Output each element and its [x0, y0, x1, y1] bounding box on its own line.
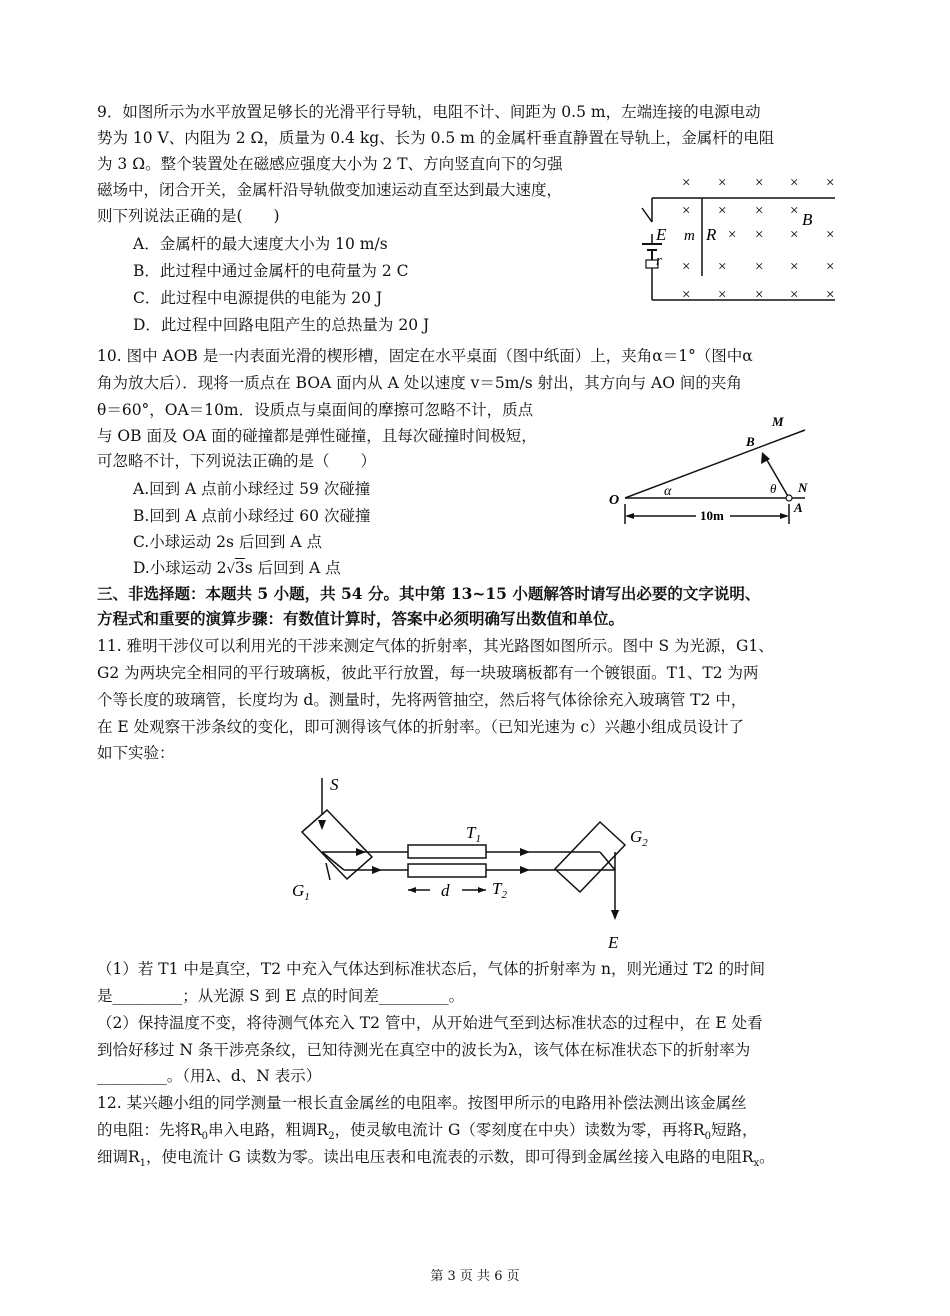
- q10-fig-n-label: N: [798, 480, 808, 495]
- q9-fig-b-label: B: [802, 210, 813, 229]
- q11-fig-g1-label: $G_1$: [292, 881, 310, 903]
- q9-fig-r-label: R: [706, 225, 717, 244]
- q10-fig-o-label: O: [609, 493, 620, 508]
- q11-interferometer-figure: [270, 770, 680, 960]
- field-crosses: [682, 175, 834, 303]
- section-3-heading-line-1: 三、非选择题：本题共 5 小题，共 54 分。其中第 13~15 小题解答时请写出必要的文字说明、: [97, 584, 761, 603]
- field-cross: ×: [755, 175, 764, 191]
- q10-line-2: 角为放大后）．现将一质点在 BOA 面内从 A 处以速度 v＝5m/s 射出，其方向与 AO 间的夹角: [97, 374, 742, 392]
- q10-fig-m-label: M: [772, 414, 784, 429]
- q11-line-5: 如下实验：: [97, 744, 175, 762]
- field-cross: ×: [682, 203, 691, 219]
- q9-line-3: 为 3 Ω。整个装置处在磁感应强度大小为 2 T、方向竖直向下的匀强: [97, 155, 563, 173]
- q10-fig-alpha-label: α: [664, 484, 672, 499]
- q11-fig-t1-label: $T_1$: [466, 823, 481, 845]
- field-cross: ×: [718, 259, 727, 275]
- q9-line-5: 则下列说法正确的是( ): [97, 207, 280, 225]
- field-cross: ×: [682, 175, 691, 191]
- q10-line-3: θ＝60°，OA＝10m．设质点与桌面间的摩擦可忽略不计，质点: [97, 401, 534, 419]
- field-cross: ×: [826, 227, 835, 243]
- field-cross: ×: [682, 287, 691, 303]
- field-cross: ×: [718, 203, 727, 219]
- field-cross: ×: [826, 175, 835, 191]
- q11-fig-g2-label: $G_2$: [630, 827, 648, 849]
- q9-line-2: 势为 10 V、内阻为 2 Ω，质量为 0.4 kg、长为 0.5 m 的金属杆垂直静置在导轨上，金属杆的电阻: [97, 129, 775, 147]
- q9-line-4: 磁场中，闭合开关，金属杆沿导轨做变加速运动直至达到最大速度，: [97, 181, 563, 199]
- q10-option-a: A.回到 A 点前小球经过 59 次碰撞: [133, 480, 371, 498]
- q10-line-5: 可忽略不计，下列说法正确的是（ ）: [97, 452, 377, 470]
- q10-fig-b-label: B: [746, 434, 755, 449]
- q12-line-2: 的电阻：先将$R_0$串入电路，粗调$R_2$，使灵敏电流计 G（零刻度在中央）读数为零，再将$R_0$短路，: [97, 1121, 758, 1143]
- field-cross: ×: [728, 227, 737, 243]
- field-cross: ×: [718, 175, 727, 191]
- q9-fig-m-label: m: [684, 228, 695, 244]
- q10-line-1: 10. 图中 AOB 是一内表面光滑的楔形槽，固定在水平桌面（图中纸面）上，夹角α＝1°（图中α: [97, 347, 753, 365]
- q10-fig-length-label: 10m: [700, 508, 724, 523]
- field-cross: ×: [826, 259, 835, 275]
- q10-option-d: D.小球运动 2√3s 后回到 A 点: [133, 559, 341, 577]
- q12-line-3: 细调$R_1$，使电流计 G 读数为零。读出电压表和电流表的示数，即可得到金属丝接入电路的电阻$R_x$。: [97, 1148, 775, 1170]
- q9-fig-small-r-label: r: [656, 253, 662, 269]
- q11-fig-s-label: S: [330, 775, 339, 794]
- q11-line-1: 11. 雅明干涉仪可以利用光的干涉来测定气体的折射率，其光路图如图所示。图中 S 为光源，G1、: [97, 637, 774, 655]
- field-cross: ×: [682, 259, 691, 275]
- field-cross: ×: [718, 287, 727, 303]
- q11-part-2-line-1: （2）保持温度不变，将待测气体充入 T2 管中，从开始进气至到达标准状态的过程中，在 E 处看: [97, 1014, 763, 1032]
- section-3-heading-line-2: 方程式和重要的演算步骤：有数值计算时，答案中必须明确写出数值和单位。: [97, 609, 625, 628]
- q9-fig-e-label: E: [656, 225, 667, 244]
- q9-option-b: B．此过程中通过金属杆的电荷量为 2 C: [133, 262, 409, 280]
- q11-fig-d-label: d: [441, 881, 450, 900]
- q9-option-d: D．此过程中回路电阻产生的总热量为 20 J: [133, 316, 430, 334]
- q11-line-2: G2 为两块完全相同的平行玻璃板，彼此平行放置，每一块玻璃板都有一个镀银面。T1、T2 为两: [97, 664, 759, 682]
- q11-fig-t2-label: $T_2$: [492, 879, 507, 901]
- q11-part-2-line-3: _________。（用λ、d、N 表示）: [97, 1067, 322, 1085]
- q10-fig-theta-label: θ: [770, 481, 777, 496]
- field-cross: ×: [790, 227, 799, 243]
- q10-option-c: C.小球运动 2s 后回到 A 点: [133, 533, 322, 551]
- q9-line-1: 9．如图所示为水平放置足够长的光滑平行导轨，电阻不计、间距为 0.5 m，左端连接的电源电动: [97, 103, 761, 121]
- field-cross: ×: [755, 259, 764, 275]
- q11-fig-e-label: E: [608, 933, 619, 952]
- q9-option-c: C．此过程中电源提供的电能为 20 J: [133, 289, 383, 307]
- q10-line-4: 与 OB 面及 OA 面的碰撞都是弹性碰撞，且每次碰撞时间极短，: [97, 427, 537, 445]
- q10-option-b: B.回到 A 点前小球经过 60 次碰撞: [133, 507, 371, 525]
- q11-part-1-line-2: 是_________；从光源 S 到 E 点的时间差_________。: [97, 987, 465, 1005]
- q11-part-2-line-2: 到恰好移过 N 条干涉亮条纹，已知待测光在真空中的波长为λ，该气体在标准状态下的折射率为: [97, 1041, 751, 1059]
- field-cross: ×: [826, 287, 835, 303]
- page-number: 第 3 页 共 6 页: [430, 1269, 520, 1284]
- q12-line-1: 12. 某兴趣小组的同学测量一根长直金属丝的电阻率。按图甲所示的电路用补偿法测出该金属丝: [97, 1094, 747, 1112]
- field-cross: ×: [790, 259, 799, 275]
- q11-part-1-line-1: （1）若 T1 中是真空，T2 中充入气体达到标准状态后，气体的折射率为 n，则光通过 T2 的时间: [97, 960, 766, 978]
- q10-fig-a-label: A: [794, 500, 803, 515]
- field-cross: ×: [755, 227, 764, 243]
- field-cross: ×: [755, 287, 764, 303]
- field-cross: ×: [755, 203, 764, 219]
- q9-option-a: A．金属杆的最大速度大小为 10 m/s: [133, 235, 388, 253]
- q11-line-4: 在 E 处观察干涉条纹的变化，即可测得该气体的折射率。（已知光速为 c）兴趣小组成员设计了: [97, 718, 745, 736]
- field-cross: ×: [790, 175, 799, 191]
- field-cross: ×: [790, 287, 799, 303]
- q11-line-3: 个等长度的玻璃管，长度均为 d。测量时，先将两管抽空，然后将气体徐徐充入玻璃管 T2 中，: [97, 691, 747, 709]
- q9-circuit-figure: [630, 168, 845, 310]
- field-cross: ×: [790, 203, 799, 219]
- q10-wedge-figure: [600, 412, 815, 532]
